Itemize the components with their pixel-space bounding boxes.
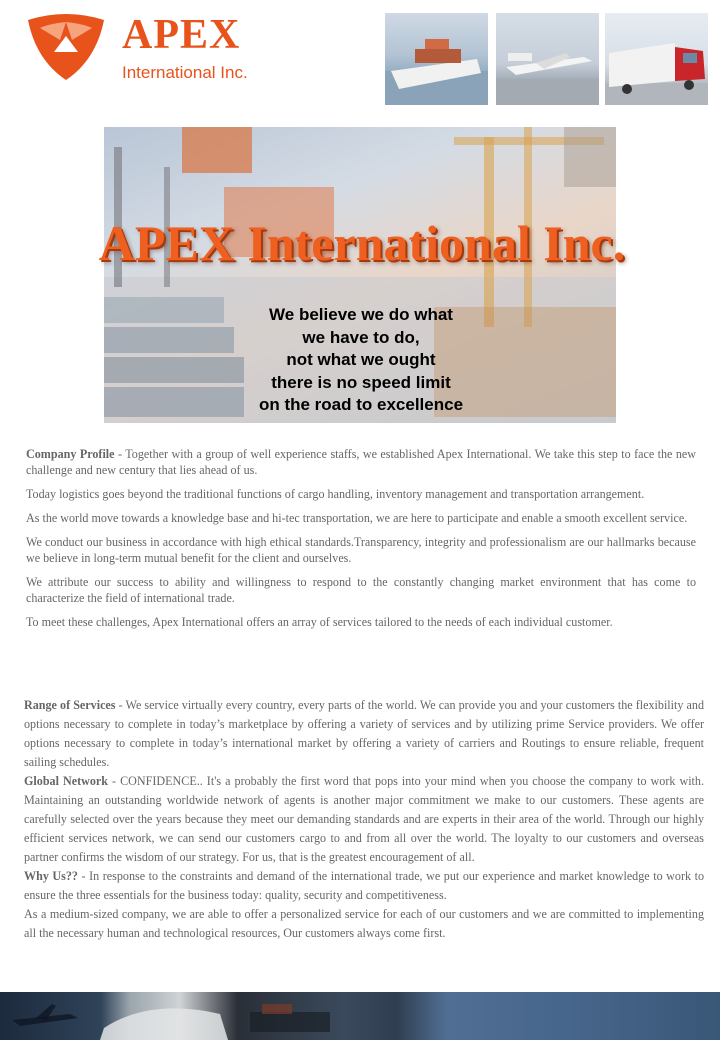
tagline-line: not what we ought [286, 350, 436, 369]
profile-paragraph: Company Profile - Together with a group of well experience staffs, we established Apex International. We take this step to face the new challenge and new century that lies ahead of us. [26, 447, 697, 477]
closing-paragraph: As a medium-sized company, we are able to offer a personalized service for each of our customers and we are committed to implementing all the necessary human and technological resources, Our customers always come first. [24, 907, 704, 940]
profile-paragraph: As the world move towards a knowledge base and hi-tec transportation, we are here to participate and enable a smooth excellent service. [26, 511, 688, 525]
ship-photo [385, 13, 488, 105]
banner-title: APEX International Inc. [98, 215, 626, 271]
profile-paragraph: To meet these challenges, Apex International offers an array of services tailored to the needs of each individual customer. [26, 615, 613, 629]
section-heading: Company Profile [26, 447, 115, 461]
brand-subtitle: International Inc. [122, 63, 248, 82]
apex-logo-icon [26, 12, 106, 82]
tagline-line: we have to do, [302, 327, 420, 347]
banner-tagline [214, 304, 508, 417]
range-of-services-paragraph: Range of Services - We service virtually every country, every parts of the world. We can provide you and your customers the flexibility and options necessary to complete in today’s marketplace by offering a variety of services and by utilizing prime Service providers. We offer options necessary to complete in today’s international market by offering a variety of carriers and Routings to ensure reliable, frequent sailing schedules. [24, 698, 704, 769]
profile-paragraph: Today logistics goes beyond the traditional functions of cargo handling, inventory management and transportation arrangement. [26, 487, 645, 501]
services-section [24, 696, 704, 943]
global-network-paragraph: Global Network - CONFIDENCE.. It's a probably the first word that pops into your mind when you choose the company to work with. Maintaining an outstanding worldwide network of agents is another major commitment we make to our customers. These agents are carefully selected over the years because they meet our demanding standards and are experts in their area of the world. Through our highly efficient services network, we can send our customers cargo to and from all over the world. The loyalty to our customers and overseas partner confirms the wisdom of our strategy. For us, that is the greatest encouragement of all. [24, 774, 704, 864]
tagline-line: We believe we do what [269, 305, 453, 324]
airplane-photo [496, 13, 599, 105]
profile-paragraph: We conduct our business in accordance with high ethical standards.Transparency, integrity and professionalism are our hallmarks because we believe in long-term mutual benefit for the client and ourselves. [26, 535, 696, 565]
section-heading: Global Network [24, 774, 108, 788]
company-profile-section [26, 446, 696, 638]
truck-photo [605, 13, 708, 105]
tagline-line: there is no speed limit [271, 372, 451, 392]
tagline-line: on the road to excellence [258, 395, 464, 414]
section-heading: Why Us?? [24, 869, 78, 883]
profile-paragraph: We attribute our success to ability and willingness to respond to the constantly changing market environment that has come to characterize the field of international trade. [26, 575, 696, 605]
section-heading: Range of Services [24, 698, 116, 712]
why-us-paragraph: Why Us?? - In response to the constraints and demand of the international trade, we put our experience and market knowledge to work to ensure the three essentials for the business today: quality, security and competitiveness. [24, 869, 704, 902]
footer-photo-strip [0, 992, 720, 1040]
brand-name: APEX [122, 12, 241, 58]
